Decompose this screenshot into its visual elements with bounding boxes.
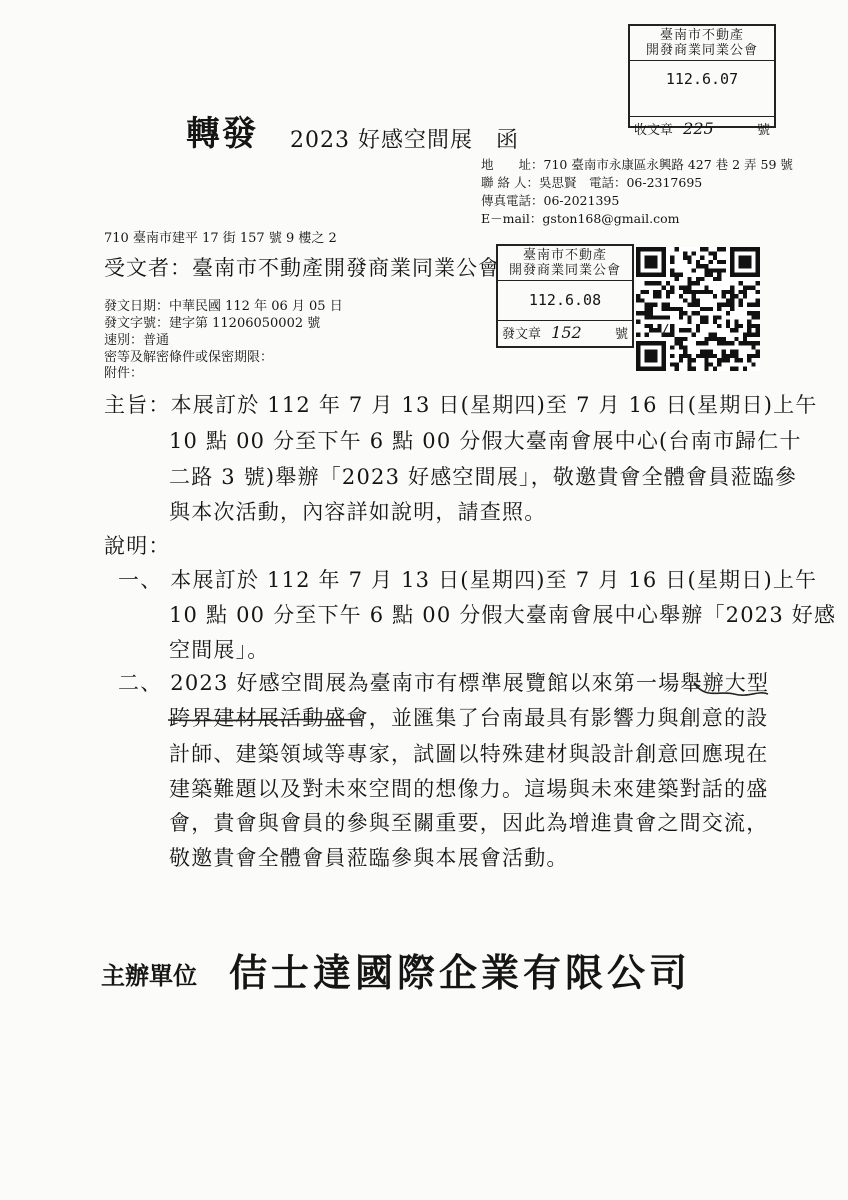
recipient-label: 受文者：臺南市不動產開發商業同業公會 <box>104 256 500 280</box>
dispatch-date-line: 發文日期：中華民國 112 年 06 月 05 日 <box>104 299 343 314</box>
speed-line: 速別：普通 <box>104 333 170 348</box>
explanation-item1-line2: 10 點 00 分至下午 6 點 00 分假大臺南會展中心舉辦「2023 好感 <box>169 603 837 627</box>
organizer-name: 佶士達國際企業有限公司 <box>229 950 692 995</box>
organizer-label: 主辦單位 <box>101 961 197 990</box>
attachment-line: 附件： <box>104 366 144 381</box>
subject-line-4: 與本次活動，內容詳如說明，請查照。 <box>169 500 547 524</box>
explanation-item2-line1: 二、 2023 好感空間展為臺南市有標準展覽館以來第一場舉辦大型 <box>118 671 770 695</box>
dispatch-date: 112.6.08 <box>528 291 602 309</box>
explanation-heading: 說明： <box>104 534 171 558</box>
dispatch-number-line: 發文字號：建字第 11206050002 號 <box>104 316 321 331</box>
document-title: 2023 好感空間展 函 <box>290 128 519 153</box>
subject-line-1: 主旨：本展訂於 112 年 7 月 13 日(星期四)至 7 月 16 日(星期日)上午 <box>104 393 818 417</box>
explanation-item2-line2: 跨界建材展活動盛會，並匯集了台南最具有影響力與創意的設 <box>169 706 769 730</box>
contact-person-phone: 聯 絡 人：吳思賢 電話：06-2317695 <box>481 175 703 190</box>
explanation-item2-line3: 計師、建築領域等專家，試圖以特殊建材與設計創意回應現在 <box>169 742 769 766</box>
dispatch-suffix: 號 <box>614 327 628 342</box>
dispatch-number: 152 <box>551 323 582 342</box>
receipt-label: 收文章 <box>634 123 674 138</box>
stamp-org-line1: 臺南市不動產 <box>659 28 744 43</box>
receipt-suffix: 號 <box>756 123 770 138</box>
dispatch-label: 發文章 <box>502 327 542 342</box>
recipient-address: 710 臺南市建平 17 街 157 號 9 樓之 2 <box>104 231 337 246</box>
explanation-item2-line4: 建築難題以及對未來空間的想像力。這場與未來建築對話的盛 <box>169 777 769 801</box>
forward-mark: 轉發 <box>186 114 258 154</box>
subject-line-3: 二路 3 號)舉辦「2023 好感空間展」，敬邀貴會全體會員蒞臨參 <box>169 465 798 489</box>
receipt-number: 225 <box>683 119 714 138</box>
dispatch-org-line2: 開發商業同業公會 <box>498 263 632 281</box>
stamp-org-line2: 開發商業同業公會 <box>630 43 774 61</box>
stamp-date: 112.6.07 <box>665 70 739 88</box>
contact-fax: 傳真電話：06-2021395 <box>481 193 620 208</box>
explanation-item2-line5: 會，貴會與會員的參與至關重要，因此為增進貴會之間交流， <box>169 811 769 835</box>
explanation-item1-line3: 空間展」。 <box>169 638 270 662</box>
explanation-item1-line1: 一、 本展訂於 112 年 7 月 13 日(星期四)至 7 月 16 日(星期日)上午 <box>118 568 818 592</box>
secrecy-line: 密等及解密條件或保密期限： <box>104 350 274 365</box>
subject-line-2: 10 點 00 分至下午 6 點 00 分假大臺南會展中心(台南市歸仁十 <box>169 429 802 453</box>
dispatch-org-line1: 臺南市不動產 <box>522 248 607 263</box>
contact-email: E－mail：gston168@gmail.com <box>481 211 680 226</box>
explanation-item2-line6: 敬邀貴會全體會員蒞臨參與本展會活動。 <box>169 846 569 870</box>
contact-address: 地 址：710 臺南市永康區永興路 427 巷 2 弄 59 號 <box>481 157 793 172</box>
